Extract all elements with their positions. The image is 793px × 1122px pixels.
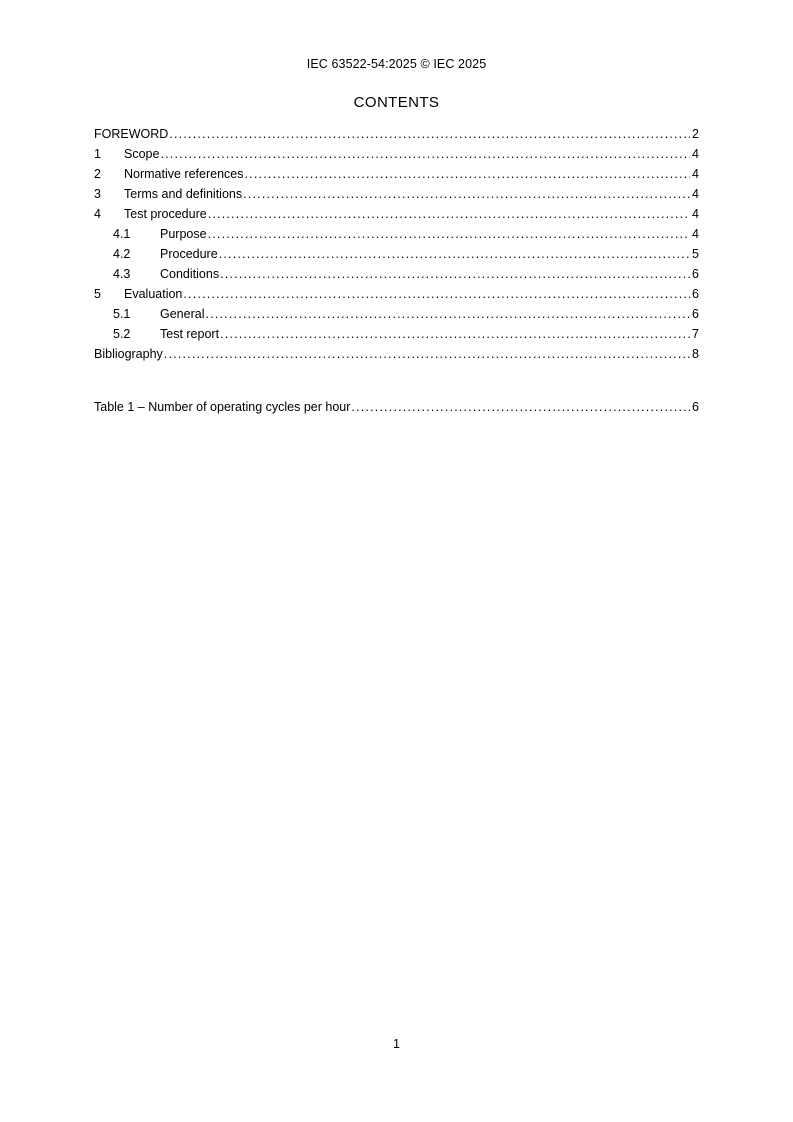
toc-entry-number: 4.1	[113, 227, 131, 241]
toc-dot-leader	[351, 397, 690, 417]
toc-entry-test-procedure[interactable]	[94, 204, 699, 224]
document-header: IEC 63522-54:2025 © IEC 2025	[306, 57, 487, 71]
toc-entry-title: General	[160, 307, 205, 321]
toc-entry-page: 8	[692, 347, 699, 361]
toc-entry-page: 4	[692, 147, 699, 161]
toc-entry-page: 6	[692, 307, 699, 321]
toc-entry-number: 4.3	[113, 267, 131, 281]
table-of-contents	[94, 124, 699, 364]
toc-entry-normative-references[interactable]	[94, 164, 699, 184]
toc-entry-title: FOREWORD	[94, 127, 169, 141]
toc-entry-procedure[interactable]	[94, 244, 699, 264]
page-number: 1	[393, 1037, 400, 1051]
toc-dot-leader	[169, 124, 690, 144]
toc-entry-purpose[interactable]	[94, 224, 699, 244]
toc-entry-title: Evaluation	[124, 287, 183, 301]
toc-entry-title: Normative references	[124, 167, 244, 181]
toc-entry-title: Terms and definitions	[124, 187, 243, 201]
toc-dot-leader	[183, 284, 690, 304]
toc-dot-leader	[220, 324, 690, 344]
toc-entry-page: 4	[692, 167, 699, 181]
toc-entry-page: 7	[692, 327, 699, 341]
toc-entry-bibliography[interactable]	[94, 344, 699, 364]
toc-entry-scope[interactable]	[94, 144, 699, 164]
toc-entry-evaluation[interactable]	[94, 284, 699, 304]
toc-entry-number: 5.2	[113, 327, 131, 341]
toc-entry-number: 5.1	[113, 307, 131, 321]
toc-entry-title: Bibliography	[94, 347, 163, 361]
toc-dot-leader	[208, 204, 690, 224]
toc-entry-page: 6	[692, 287, 699, 301]
toc-entry-test-report[interactable]	[94, 324, 699, 344]
toc-entry-number: 4	[94, 207, 101, 221]
toc-entry-title: Purpose	[160, 227, 207, 241]
toc-entry-title: Conditions	[160, 267, 220, 281]
table-entry-title: Table 1 – Number of operating cycles per hour	[94, 400, 351, 414]
toc-entry-title: Test report	[160, 327, 220, 341]
toc-entry-title: Procedure	[160, 247, 218, 261]
toc-entry-number: 3	[94, 187, 101, 201]
toc-entry-page: 2	[692, 127, 699, 141]
toc-dot-leader	[160, 144, 690, 164]
table-entry-page: 6	[692, 400, 699, 414]
toc-entry-title: Scope	[124, 147, 160, 161]
toc-entry-page: 5	[692, 247, 699, 261]
toc-dot-leader	[208, 224, 690, 244]
toc-dot-leader	[164, 344, 690, 364]
toc-entry-terms-and-definitions[interactable]	[94, 184, 699, 204]
toc-entry-page: 4	[692, 227, 699, 241]
toc-entry-title: Test procedure	[124, 207, 207, 221]
toc-entry-general[interactable]	[94, 304, 699, 324]
toc-entry-page: 4	[692, 207, 699, 221]
toc-entry-conditions[interactable]	[94, 264, 699, 284]
toc-dot-leader	[205, 304, 690, 324]
toc-entry-number: 4.2	[113, 247, 131, 261]
toc-entry-page: 6	[692, 267, 699, 281]
contents-title: CONTENTS	[353, 94, 440, 111]
list-of-tables	[94, 397, 699, 417]
toc-entry-number: 5	[94, 287, 101, 301]
toc-entry-page: 4	[692, 187, 699, 201]
table-entry-operating-cycles[interactable]	[94, 397, 699, 417]
toc-entry-number: 1	[94, 147, 101, 161]
toc-entry-number: 2	[94, 167, 101, 181]
toc-dot-leader	[245, 164, 691, 184]
toc-dot-leader	[220, 264, 690, 284]
toc-entry-foreword[interactable]	[94, 124, 699, 144]
toc-dot-leader	[243, 184, 690, 204]
toc-dot-leader	[219, 244, 690, 264]
